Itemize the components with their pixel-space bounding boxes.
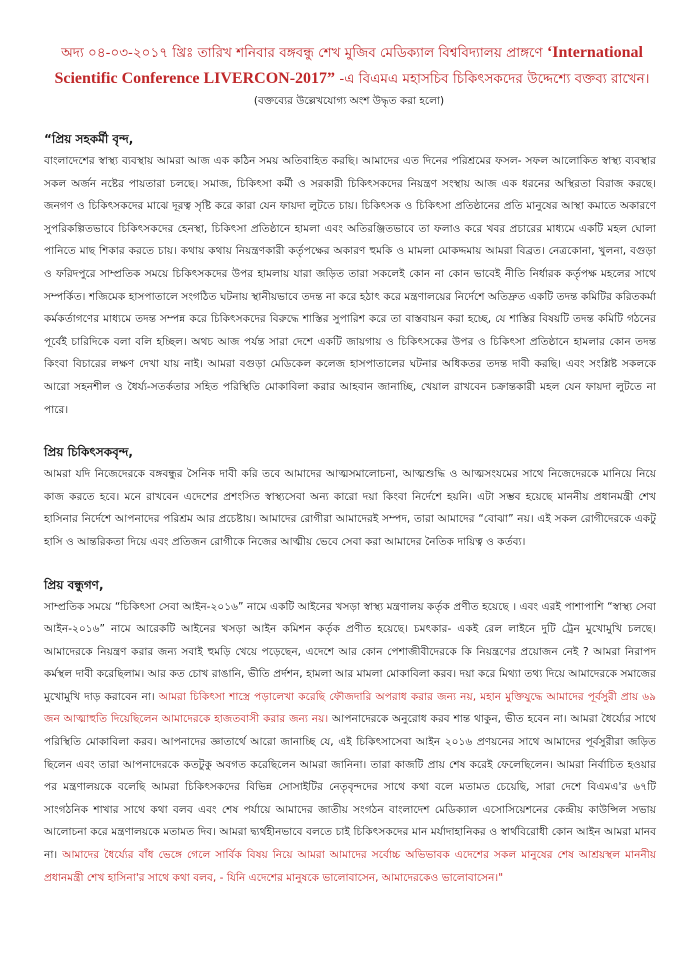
- paragraph-friends-text-2: আপনাদেরকে অনুরোধ করব শান্ত থাকুন, ভীত হবেন না। আমরা ধৈর্য্যের সাথে পরিস্থিতি মোকাবিলা করব। আপনাদের জ্ঞাতার্থে আরো জানাচ্ছি যে, এই চিকিৎসাসেবা আইন ২০১৬ প্রণয়নের সাথে আমাদের পূর্বসুরীরা জড়িত ছিলেন এবং তারা আপনাদেরকে কতটুকু অবগত করেছিলেন আমরা জানিনা। তারা কাজটি প্রায় শেষ করেই ফেলেছিলেন। আমরা নির্বাচিত হওয়ার পর মন্ত্রণালয়কে বলেছি আমরা চিকিৎসকদের বিভিন্ন সোসাইটির নেতৃবৃন্দদের সাথে কথা বলে মতামত চেয়েছি, সারা দেশে বিএমএ'র ৬৭টি সাংগঠনিক শাখার সাথে কথা বলব এবং শেষ পর্যায়ে আমাদের জাতীয় সংগঠন বাংলাদেশ মেডিক্যাল এসোসিয়েশনের কেন্দ্রীয় কাউন্সিল সভায় আলোচনা করে মন্ত্রণালয়কে মতামত দিব। আমরা দ্ব্যর্থহীনভাবে বলতে চাই চিকিৎসকদের মান মর্যাদাহানিকর ও স্বার্থবিরোধী কোন আইন আমরা মানব না।: [44, 713, 656, 862]
- highlighted-statement-2: আমাদের ধৈর্য্যের বাঁধ ভেঙ্গে গেলে সার্বিক বিষয় নিয়ে আমরা আমাদের সর্বোচ্চ অভিভাবক এদেশের সকল মানুষের শেষ আশ্রয়স্থল মাননীয় প্রধানমন্ত্রী শেখ হাসিনা'র সাথে কথা বলব, - যিনি এদেশের মানুষকে ভালোবাসেন, আমাদেরকেও ভালোবাসেন।": [44, 849, 656, 884]
- section-doctors: [44, 441, 656, 553]
- salutation-doctors: প্রিয় চিকিৎসকবৃন্দ,: [44, 445, 133, 460]
- highlighted-statement-1: আমরা চিকিৎসা শাস্ত্রে পড়ালেখা করেছি ফৌজদারি অপরাধ করার জন্য নয়, মহান মুক্তিযুদ্ধে আমাদের পূর্বসুরী প্রায় ৬৯ জন আত্মাহুতি দিয়েছিলেন আমাদেরকে হাজতবাসী করার জন্য নয়।: [44, 690, 656, 726]
- section-friends: [44, 574, 656, 890]
- paragraph-colleagues: বাংলাদেশের স্বাস্থ্য ব্যবস্থায় আমরা আজ এক কঠিন সময় অতিবাহিত করছি। আমাদের এত দিনের পরিশ্রমের ফসল- সফল আলোকিত স্বাস্থ্য ব্যবস্থার সকল অর্জন নষ্টের পায়তারা চলছে। সমাজ, চিকিৎসা কর্মী ও সরকারী চিকিৎসকদের নিয়ন্ত্রণ সংস্থায় আজ এক ধরনের অস্থিরতা বিরাজ করছে। জনগণ ও চিকিৎসকদের মাঝে দূরত্ব সৃষ্টি করে কারা যেন ফায়দা লুটতে চায়। চিকিৎসক ও চিকিৎসা প্রতিষ্ঠানের প্রতি মানুষের আস্থা কমাতে অকারণে সুপরিকল্পিতভাবে চিকিৎসকদের হেনস্থা, চিকিৎসা প্রতিষ্ঠানে হামলা এবং অতিরঞ্জিতভাবে তা ফলাও করে খবর প্রচারের মাধ্যমে একটি মহল ঘোলা পানিতে মাছ শিকার করতে চায়। কথায় কথায় নিয়ন্ত্রণকারী কর্তৃপক্ষের অকারণ হুমকি ও মামলা মোকদ্দমায় আমরা বিব্রত। নেত্রকোনা, খুলনা, বগুড়া ও ফরিদপুরে সাম্প্রতিক সময়ে চিকিৎসকদের উপর হামলায় যারা জড়িত তারা সকলেই কোন না কোন ভাবেই নীতি নির্ধারক কর্তৃপক্ষ মহলের সাথে সম্পর্কিত। শজিমেক হাসপাতালে সংগঠিত ঘটনায় স্থানীয়ভাবে তদন্ত না করে হঠাৎ করে মন্ত্রণালয়ের নির্দেশে অতিদ্রুত একটি তদন্ত কমিটির করিতকর্মা কর্মকর্তাগণের মাধ্যমে তদন্ত সম্পন্ন করে চিকিৎসকদের বিরুদ্ধে শাস্তির সুপারিশ করে তা বাস্তবায়ন করা হচ্ছে, যে শাস্তির বিষয়টি তদন্ত কমিটি গঠনের পূর্বেই চারিদিকে বলা বলি হচ্ছিল। অথচ আজ পর্যন্ত সারা দেশে একটি জায়গায় ও চিকিৎসকের উপর ও চিকিৎসা প্রতিষ্ঠানে হামলার কোন তদন্ত কিংবা বিচারের লক্ষণ দেখা যায় নাই। আমরা বগুড়া মেডিকেল কলেজ হাসপাতালের ঘটনার অধিকতর তদন্ত দাবী করছি। এবং সংশ্লিষ্ট সকলকে আরো সহনশীল ও ধৈর্য্য-সতর্কতার সহিত পরিস্থিতি মোকাবিলা করার আহবান জানাচ্ছি, খেয়াল রাখবেন চক্রান্তকারী মহল যেন ফায়দা লুটতে না পারে।: [44, 155, 656, 416]
- paragraph-friends-text-1: সাম্প্রতিক সময়ে “চিকিৎসা সেবা আইন-২০১৬” নামে একটি আইনের খসড়া স্বাস্থ্য মন্ত্রণালয় কর্তৃক প্রণীত হয়েছে । এবং এরই পাশাপাশি “স্বাস্থ্য সেবা আইন-২০১৬” নামে আরেকটি আইনের খসড়া আইন কমিশন কর্তৃক প্রণীত হয়েছে। চমৎকার- একই রেল লাইনে দুটি ট্রেন মুখোমুখি চলছে। আমাদেরকে নিয়ন্ত্রণ করার জন্য সবাই হুমড়ি খেয়ে পড়েছেন, এদেশে আর কোন পেশাজীবীদেরকে কি নিয়ন্ত্রণের প্রয়োজন নেই ? আমরা নিরাপদ কর্মস্থল দাবী করেছিলাম। আর কত চোখ রাঙানি, ভীতি প্রর্দশন, হামলা আর মামলা মোকাবিলা করব। দয়া করে মিথ্যা তথ্য দিয়ে আমাদেরকে সমাজের মুখোমুখি দাড় করাবেন না।: [44, 600, 656, 703]
- section-colleagues: [44, 128, 656, 421]
- subheading: (বক্তব্যের উল্লেখযোগ্য অংশ উদ্ধৃত করা হলো): [253, 95, 445, 107]
- title-bengali-part-1: অদ্য ০৪-০৩-২০১৭ খ্রিঃ তারিখ শনিবার বঙ্গবন্ধু শেখ মুজিব মেডিক্যাল বিশ্ববিদ্যালয় প্রাঙ্গণে: [61, 45, 547, 61]
- conference-name: ‘International Scientific Conference LIVERCON-2017”: [54, 44, 643, 87]
- page-title: [36, 40, 668, 92]
- salutation-colleagues: “প্রিয় সহকর্মী বৃন্দ,: [44, 132, 134, 146]
- paragraph-friends: [44, 596, 656, 890]
- title-bengali-part-2: -এ বিএমএ মহাসচিব চিকিৎসকদের উদ্দেশ্যে বক্তব্য রাখেন।: [335, 71, 650, 87]
- speech-body: [44, 128, 656, 889]
- paragraph-doctors: আমরা যদি নিজেদেরকে বঙ্গবন্ধুর সৈনিক দাবী করি তবে আমাদের আত্মসমালোচনা, আত্মশুদ্ধি ও আত্মসংযমের সাথে নিজেদেরকে মানিয়ে নিয়ে কাজ করতে হবে। মনে রাখবেন এদেশের প্রশংসিত স্বাস্থ্যসেবা অন্য কারো দয়া কিংবা নির্দেশে হয়নি। এটা সম্ভব হয়েছে মাননীয় প্রধানমন্ত্রী শেখ হাসিনার নির্দেশে আপনাদের পরিশ্রম আর প্রচেষ্টায়। আমাদের রোগীরা আমাদেরই সম্পদ, তারা আমাদের “বোঝা” নয়। এই সকল রোগীদেরকে একটু হাসি ও আন্তরিকতা দিয়ে এবং প্রতিজন রোগীকে নিজের আত্মীয় ভেবে সেবা করা আমাদের নৈতিক দায়িত্ব ও কর্তব্য।: [44, 468, 656, 548]
- salutation-friends: প্রিয় বন্ধুগণ,: [44, 577, 104, 592]
